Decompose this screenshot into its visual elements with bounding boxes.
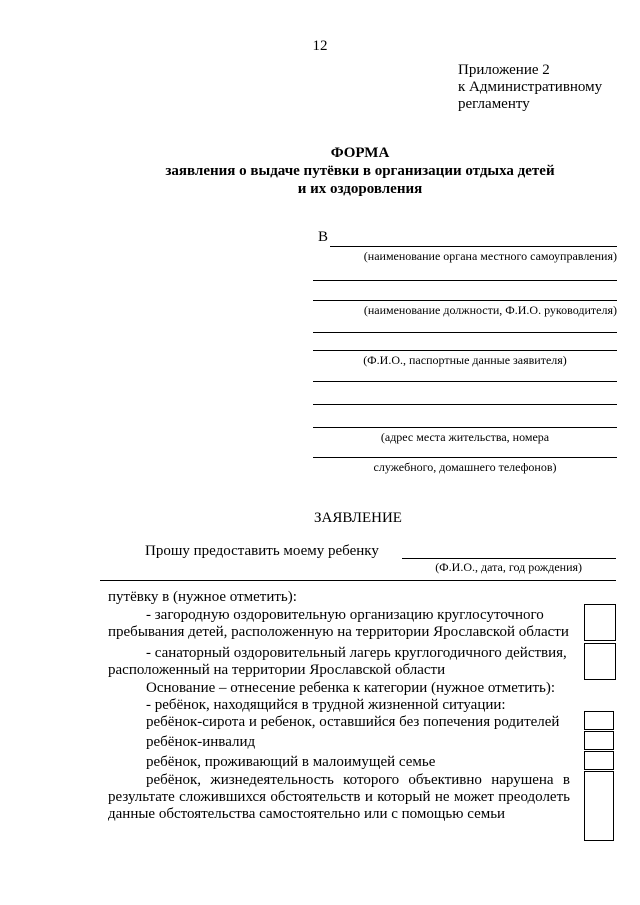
- basis-text: Основание – отнесение ребенка к категории (нужное отметить):: [146, 680, 556, 696]
- option-2-line-1: - санаторный оздоровительный лагерь круглогодичного действия,: [146, 645, 567, 661]
- category-3-checkbox[interactable]: [584, 751, 614, 770]
- address-line-3[interactable]: [313, 427, 617, 428]
- statement-heading: ЗАЯВЛЕНИЕ: [314, 510, 402, 526]
- option-2-line-2: расположенный на территории Ярославской области: [108, 662, 446, 678]
- document-title: [0, 144, 640, 198]
- authority-line[interactable]: [330, 246, 617, 247]
- category-4-checkbox[interactable]: [584, 771, 614, 841]
- request-text: Прошу предоставить моему ребенку: [145, 543, 379, 559]
- head-line-2[interactable]: [313, 300, 617, 301]
- option-1-checkbox[interactable]: [584, 604, 616, 641]
- child-line[interactable]: [402, 558, 616, 559]
- option-1-line-2: пребывания детей, расположенную на территории Ярославской области: [108, 624, 569, 640]
- appendix-block: [458, 62, 602, 113]
- applicant-line-2[interactable]: [313, 350, 617, 351]
- head-line-1[interactable]: [313, 280, 617, 281]
- appendix-line-1: Приложение 2: [458, 62, 550, 78]
- hint-authority: (наименование органа местного самоуправления): [363, 249, 617, 263]
- address-line-2[interactable]: [313, 404, 617, 405]
- hint-address-2: служебного, домашнего телефонов): [373, 460, 557, 474]
- child-line-2[interactable]: [100, 580, 616, 581]
- appendix-line-2: к Административному: [458, 79, 603, 95]
- category-2-label: ребёнок-инвалид: [146, 734, 256, 750]
- address-line-1[interactable]: [313, 381, 617, 382]
- category-1-checkbox[interactable]: [584, 711, 614, 730]
- category-2-checkbox[interactable]: [584, 731, 614, 750]
- option-1-line-1: - загородную оздоровительную организацию круглосуточного: [146, 607, 544, 623]
- hint-head: (наименование должности, Ф.И.О. руководителя): [363, 303, 617, 317]
- title-line-2: заявления о выдаче путёвки в организации отдыха детей: [165, 163, 555, 179]
- title-line-3: и их оздоровления: [297, 181, 423, 197]
- category-4-label: ребёнок, жизнедеятельность которого объективно нарушена в результате сложившихся обстоятельств и который не может преодолеть данные обстоятельства самостоятельно или с помощью семьи: [108, 772, 570, 822]
- category-intro: - ребёнок, находящийся в трудной жизненной ситуации:: [146, 697, 506, 713]
- category-3-label: ребёнок, проживающий в малоимущей семье: [146, 754, 436, 770]
- addressee-prefix: В: [318, 229, 329, 245]
- page-number: 12: [312, 38, 328, 54]
- title-line-1: ФОРМА: [330, 145, 390, 161]
- hint-applicant: (Ф.И.О., паспортные данные заявителя): [363, 353, 567, 367]
- voucher-intro: путёвку в (нужное отметить):: [108, 589, 297, 605]
- appendix-line-3: регламенту: [458, 96, 530, 112]
- option-2-checkbox[interactable]: [584, 643, 616, 680]
- hint-address-1: (адрес места жительства, номера: [380, 430, 550, 444]
- address-line-4[interactable]: [313, 457, 617, 458]
- hint-child: (Ф.И.О., дата, год рождения): [435, 560, 582, 574]
- category-1-label: ребёнок-сирота и ребенок, оставшийся без попечения родителей: [146, 714, 560, 730]
- applicant-line-1[interactable]: [313, 332, 617, 333]
